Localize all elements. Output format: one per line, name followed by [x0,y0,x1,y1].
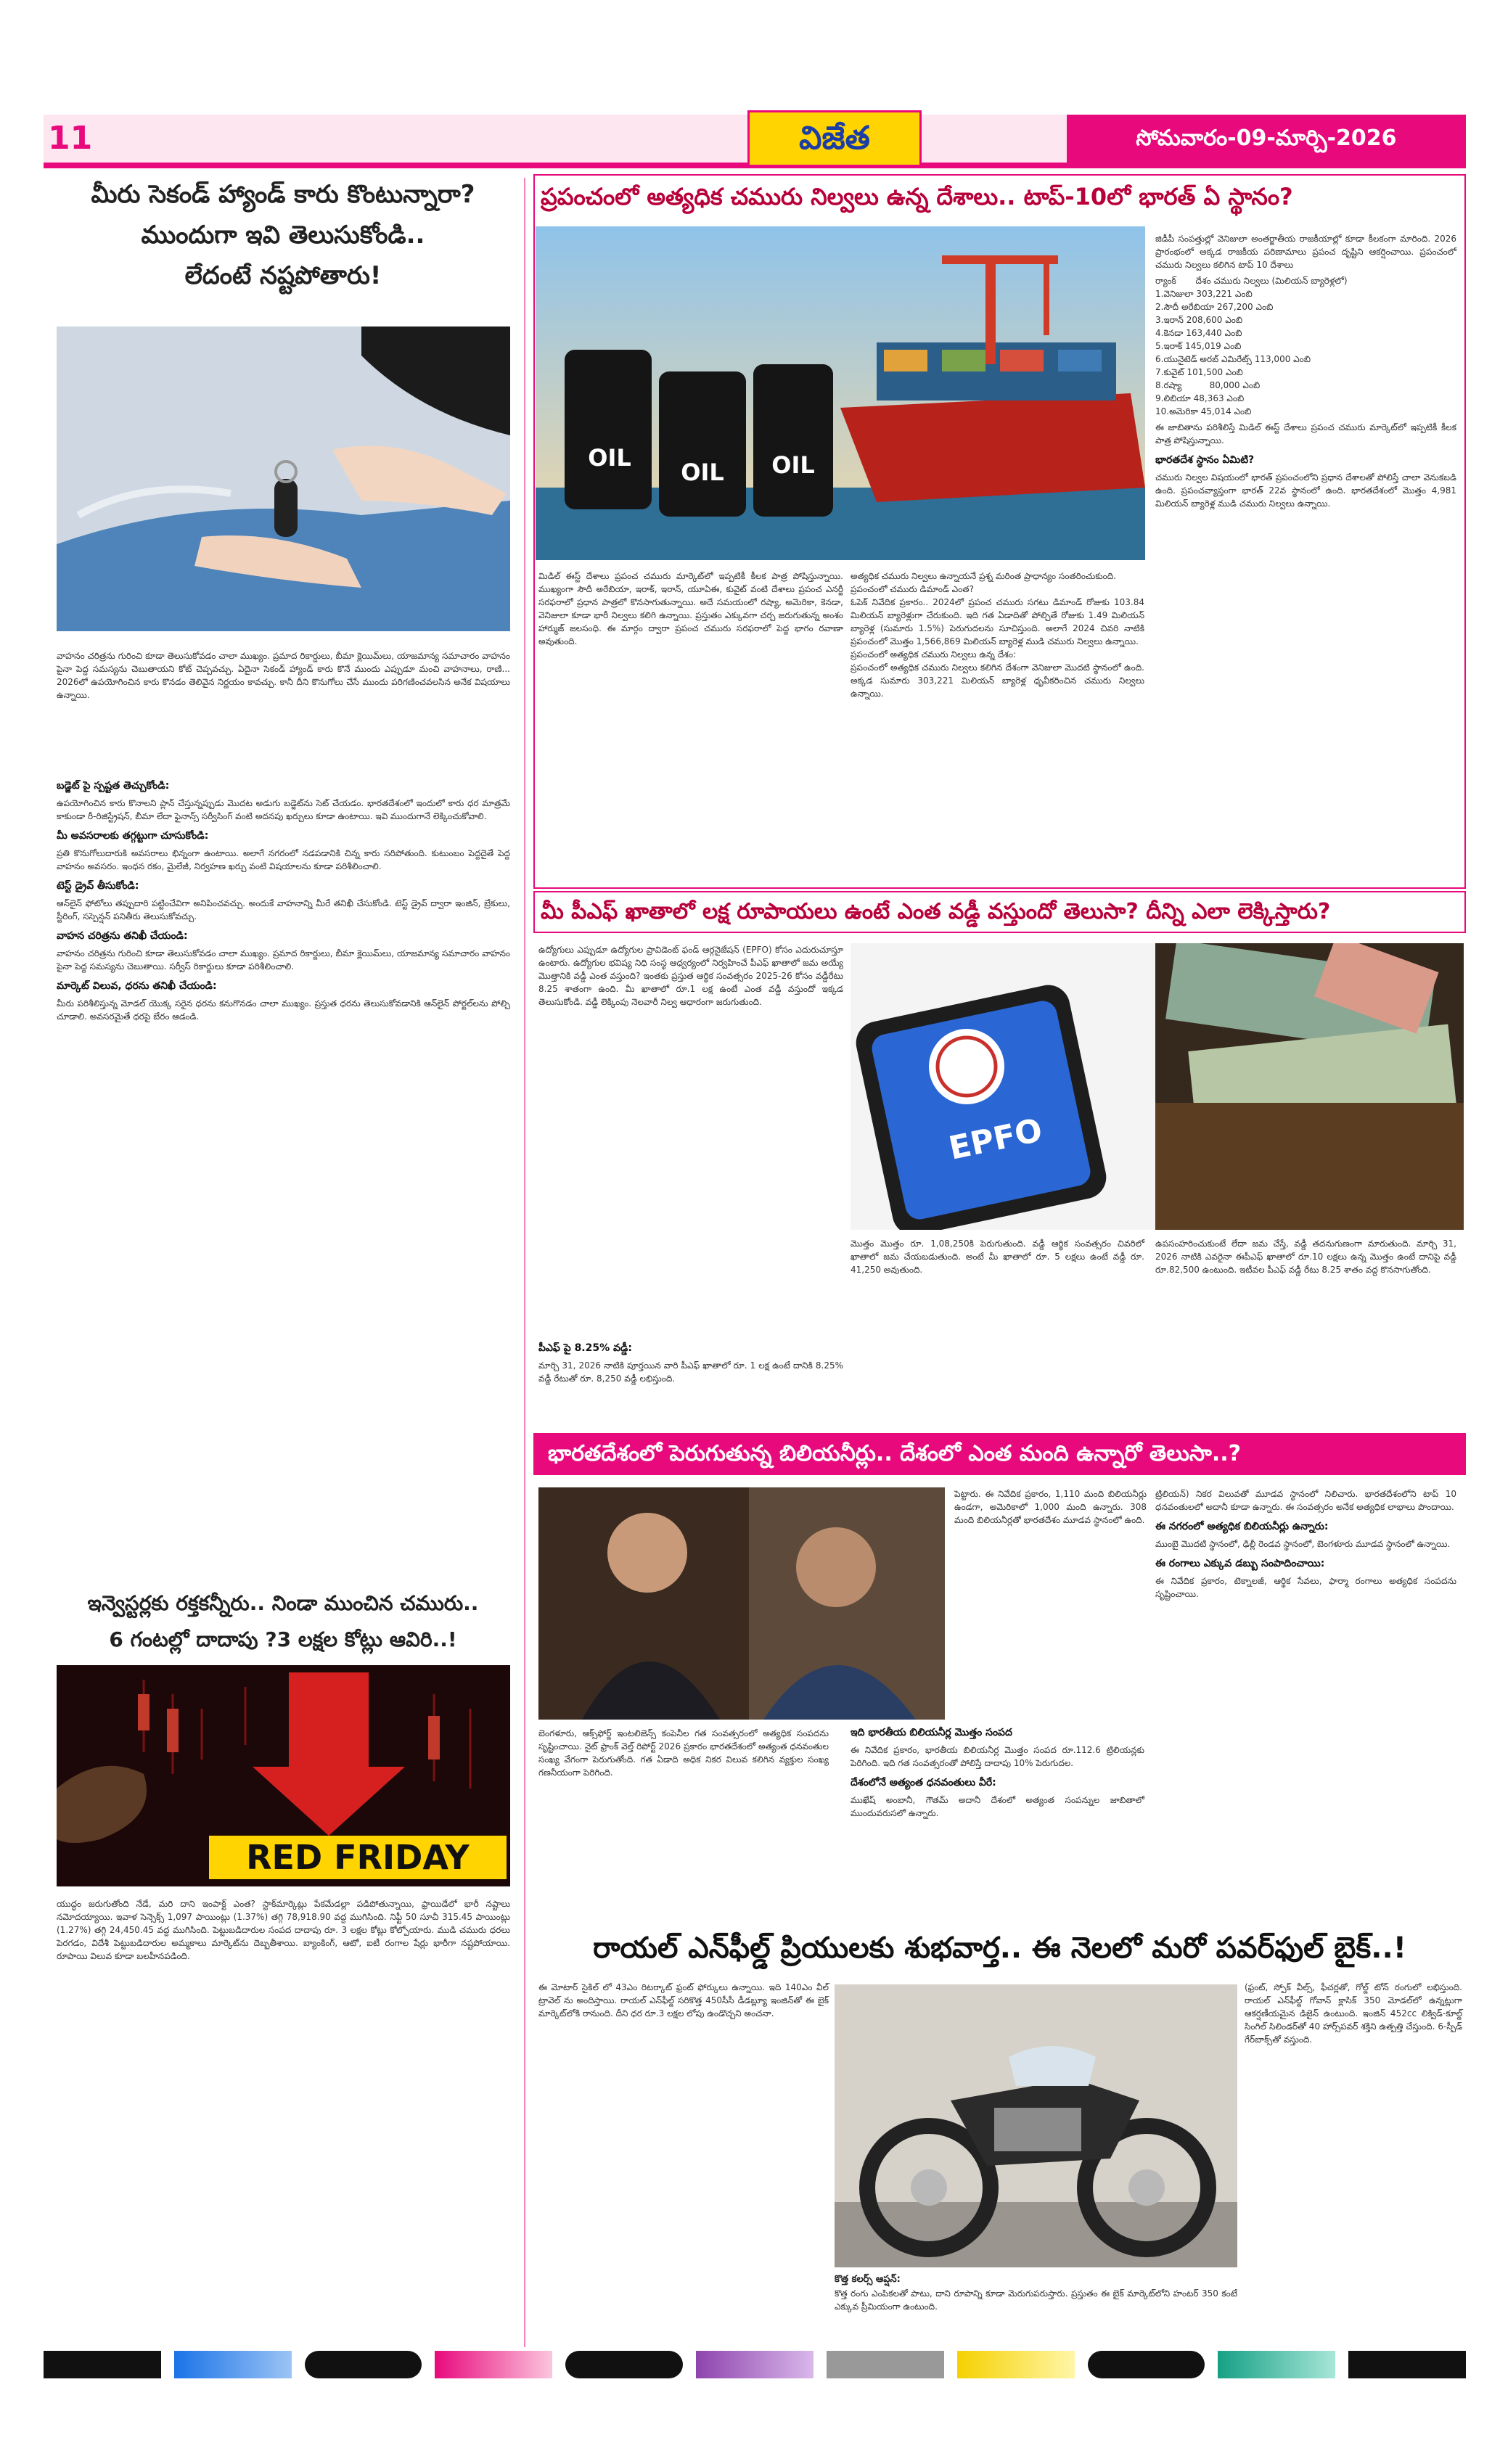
barrel-label-3: OIL [771,451,815,479]
epf-col3: ఉపసంహరించుకుంటే లేదా జమ చేస్తే, వడ్డీ తదనుగుణంగా మారుతుంది. మార్చి 31, 2026 నాటికి ఎవరైనా ఈపీఎఫ్ ఖాతాలో రూ.10 లక్షలు ఉన్న మొత్తం ఉంటే దానిపై వడ్డీ రూ.82,500 ఉంటుంది. ఇటీవల పీఎఫ్ వడ్డీ రేటు 8.25 శాతం వద్ద కొనసాగుతోంది. [1155,1239,1459,1275]
oil-row-5: 5.ఇరాక్ 145,019 ఎంబి [1155,341,1242,351]
swatch-teal [1218,2351,1335,2378]
section-text-budget: ఉపయోగించిన కారు కొనాలని ప్లాన్ చేస్తున్నప్పుడు మొదట అడుగు బడ్జెట్‌ను సెట్ చేయడం. భారతదేశంలో ఇందులో కారు ధర మాత్రమే కాకుండా రీ-రిజిస్ట్రేషన్, బీమా లేదా ఫైనాన్స్ సర్వీసింగ్ వంటి అదనపు ఖర్చులు కూడా ఉంటాయి. ఇవి ముందుగానే లెక్కించుకోవాలి. [57,798,513,821]
swatch-black [44,2351,161,2378]
swatch-black-oval-3 [1088,2351,1205,2378]
section-title-budget: బడ్జెట్ పై స్పష్టత తెచ్చుకోండి: [57,780,170,792]
barrel-label-2: OIL [681,459,724,486]
bike-caption-title: కొత్త కలర్స్ ఆప్షన్: [835,2274,901,2285]
oil-table-header: ర్యాంక్ దేశం చమురు నిల్వలు (మిలియన్ బ్యారెళ్లలో) [1155,276,1348,286]
oil-row-6: 6.యునైటెడ్ అరబ్ ఎమిరేట్స్ 113,000 ఎంబి [1155,354,1311,364]
date-box [1067,115,1466,163]
section-title-market-value: మార్కెట్ విలువ, ధరను తనిఖీ చేయండి: [57,980,217,992]
market-headline-line1: ఇన్వెస్టర్లకు రక్తకన్నీరు.. నిండా ముంచిన చమురు.. [87,1591,479,1615]
billionaire-headline: భారతదేశంలో పెరుగుతున్న బిలియనీర్లు.. దేశంలో ఎంత మంది ఉన్నారో తెలుసా..? [548,1441,1242,1466]
section-title-needs: మీ అవసరాలకు తగ్గట్టుగా చూసుకోండి: [57,830,209,842]
masthead-box [747,110,922,167]
oil-row-7: 7.కువైట్ 101,500 ఎంబి [1155,367,1243,377]
date-text: సోమవారం-09-మార్చి-2026 [1136,126,1397,151]
bike-col3: (ఫ్రంట్, స్పోక్ వీల్స్, ఫీచర్లతో, గోల్డ్ టోన్ రంగులో లభిస్తుంది. రాయల్ ఎన్‌ఫీల్డ్ గోవాన్ క్లాసిక్ 350 మోడల్‌లో ఉన్నట్లుగా ఆకర్షణీయమైన డిజైన్ ఉంటుంది. ఇంజిన్ 452cc లిక్విడ్-కూల్డ్ సింగిల్ సిలిండర్‌తో 40 హార్స్‌పవర్ శక్తిని ఉత్పత్తి చేస్తుంది. 6-స్పీడ్ గేర్‌బాక్స్‌తో వస్తుంది. [1245,1982,1465,2045]
oil-india-text: చమురు నిల్వల విషయంలో భారత్ ప్రపంచంలోని ప్రధాన దేశాలతో పోలిస్తే చాలా వెనుకబడి ఉంది. ప్రపంచవ్యాప్తంగా భారత్ 22వ స్థానంలో ఉంది. భారతదేశంలో మొత్తం 4,981 మిలియన్ బ్యారెళ్ల ముడి చమురు నిల్వలు ఉన్నాయి. [1155,472,1459,509]
billionaire-photo [538,1487,945,1720]
oil-col2: అత్యధిక చమురు నిల్వలు ఉన్నాయనే ప్రశ్న మరింత ప్రాధాన్యం సంతరించుకుంది. ప్రపంచంలో చమురు డిమాండ్ ఎంత? ఓపెక్ నివేదిక ప్రకారం.. 2024లో ప్రపంచ చమురు సగటు డిమాండ్ రోజుకు 103.84 మిలియన్ బ్యారెళ్లుగా చేరుకుంది. ఇది గత ఏడాదితో పోల్చితే రోజుకు 1.49 మిలియన్ బ్యారెళ్ల (సుమారు 1.5%) పెరుగుదలను సూచిస్తుంది. అలాగే 2024 చివరి నాటికి ప్రపంచంలో మొత్తం 1,566,869 మిలియన్ బ్యారెళ్ల ముడి చమురు నిల్వలు ఉన్నాయి. ప్రపంచంలో అత్యధిక చమురు నిల్వలు ఉన్న దేశం: ప్రపంచంలో అత్యధిక చమురు నిల్వలు కలిగిన దేశంగా వెనిజులా మొదటి స్థానంలో ఉంది. అక్కడ సుమారు 303,221 మిలియన్ బ్యారెళ్ల ధృవీకరించిన చమురు నిల్వలు ఉన్నాయి. [851,571,1144,699]
oil-col3-intro: జిడీపీ సంపత్తుల్లో వెనిజులా అంతర్జాతీయ రాజకీయాల్లో కూడా కీలకంగా మారింది. 2026 ప్రారంభంలో అక్కడ రాజకీయ పరిణామాలు ప్రపంచ దృష్టిని ఆకర్షించాయి. ప్రపంచంలో చమురు నిల్వలు కలిగిన టాప్ 10 దేశాలు [1155,234,1459,270]
billionaire-country-title: దేశంలోనే అత్యంత ధనవంతులు వీరే: [851,1777,996,1789]
swatch-black-oval [305,2351,422,2378]
section-text-history: వాహనం చరిత్రను గురించి కూడా తెలుసుకోవడం చాలా ముఖ్యం. ప్రమాద రికార్డులు, బీమా క్లెయిమ్‌లు, యాజమాన్య సమాచారం వాహనం పైనా పెద్ద సమస్యను చెబుతాయి. సర్వీస్ రికార్డులు కూడా పరిశీలించాలి. [57,948,513,972]
billionaire-total-text: ఈ నివేదిక ప్రకారం, భారతీయ బిలియనీర్ల మొత్తం సంపద రూ.112.6 ట్రిలియన్లకు పెరిగింది. ఇది గత సంవత్సరంతో పోలిస్తే దాదాపు 10% పెరుగుదల. [851,1745,1147,1768]
billionaire-col3-text: ట్రిలియన్) నికర విలువతో మూడవ స్థానంలో నిలిచారు. భారతదేశంలోని టాప్ 10 ధనవంతులలో అదానీ కూడా ఉన్నారు. ఈ సంవత్సరం అనేక అత్యధిక లాభాలు పొందాయి. [1155,1489,1459,1512]
section-title-history: వాహన చరిత్రను తనిఖీ చేయండి: [57,930,188,942]
section-text-market-value: మీరు పరిశీలిస్తున్న మోడల్ యొక్క సరైన ధరను కనుగొనడం చాలా ముఖ్యం. ప్రస్తుత ధరను తెలుసుకోవడానికి ఆన్‌లైన్ పోర్టల్‌లను పోల్చి చూడాలి. అవసరమైతే ధరపై బేరం ఆడండి. [57,998,513,1022]
bike-image [835,1984,1237,2267]
epf-headline-box [533,891,1466,933]
billionaire-mid [851,1727,1147,1820]
barrel-label-1: OIL [588,444,631,472]
market-headline [44,1585,522,1658]
oil-headline: ప్రపంచంలో అత్యధిక చమురు నిల్వలు ఉన్న దేశాలు.. టాప్-10లో భారత్ ఏ స్థానం? [541,183,1293,210]
swatch-pink [435,2351,552,2378]
red-friday-image [57,1665,510,1886]
footer-color-strip [44,2351,1466,2378]
oil-row-9: 9.లిబియా 48,363 ఎంబి [1155,393,1245,403]
epf-rate-block [538,1335,846,1385]
oil-row-1: 1.వెనిజులా 303,221 ఎంబి [1155,289,1253,299]
billionaire-headline-box [533,1433,1466,1475]
oil-row-3: 3.ఇరాన్ 208,600 ఎంబి [1155,315,1243,325]
oil-india-title: భారతదేశ స్థానం ఏమిటి? [1155,454,1255,466]
bike-headline: రాయల్ ఎన్‌ఫీల్డ్ ప్రియులకు శుభవార్త.. ఈ నెలలో మరో పవర్‌ఫుల్ బైక్..! [593,1931,1406,1965]
oil-ship-image [536,226,1145,560]
bike-caption-text: కొత్త రంగు ఎంపికలతో పాటు, దాని రూపాన్ని కూడా మెరుగుపరుస్తారు. ప్రస్తుతం ఈ బైక్ మార్కెట్‌లోని హంటర్ 350 కంటే ఎక్కువ ప్రీమియంగా ఉంటుంది. [835,2288,1240,2312]
car-headline [44,174,522,296]
swatch-yellow [957,2351,1075,2378]
swatch-black-end [1348,2351,1466,2378]
epf-rate-title: పీఎఫ్ పై 8.25% వడ్డీ: [538,1342,632,1354]
epf-col2: మొత్తం మొత్తం రూ. 1,08,250కి పెరుగుతుంది. వడ్డీ ఆర్థిక సంవత్సరం చివరిలో ఖాతాలో జమ చేయబడుతుంది. అంటే మీ ఖాతాలో రూ. 5 లక్షలు ఉంటే వడ్డీ రూ. 41,250 అవుతుంది. [851,1239,1147,1275]
oil-row-10: 10.అమెరికా 45,014 ఎంబి [1155,406,1252,416]
section-text-needs: ప్రతి కొనుగోలుదారుకి అవసరాలు భిన్నంగా ఉంటాయి. అలాగే నగరంలో నడపడానికి చిన్న కారు సరిపోతుంది. కుటుంబం పెద్దదైతే పెద్ద వాహనం అవసరం. ఇంధన రకం, మైలేజీ, నిర్వహణ ఖర్చు వంటి విషయాలను కూడా పరిశీలించాలి. [57,848,513,871]
section-title-test-drive: టెస్ట్ డ్రైవ్ తీసుకోండి: [57,880,139,892]
oil-row-4: 4.కెనడా 163,440 ఎంబి [1155,328,1242,338]
red-friday-label: RED FRIDAY [246,1838,470,1877]
epfo-logo-text: EPFO [946,1112,1046,1167]
billionaire-cities-title: ఈ నగరంలో అత్యధిక బిలియనీర్లు ఉన్నారు: [1155,1521,1329,1532]
page-number: 11 [48,120,93,157]
billionaire-col3 [1155,1487,1459,1601]
car-headline-line1: మీరు సెకండ్ హ్యాండ్ కారు కొంటున్నారా? [91,180,475,209]
car-headline-line2: ముందుగా ఇవి తెలుసుకోండి.. [141,221,425,250]
epf-rate-text: మార్చి 31, 2026 నాటికి పూర్తయిన వారి పీఎఫ్ ఖాతాలో రూ. 1 లక్ష ఉంటే దానికి 8.25% వడ్డీ రేటుతో రూ. 8,250 వడ్డీ లభిస్తుంది. [538,1360,846,1384]
market-headline-line2: 6 గంటల్లో దాదాపు ?3 లక్షల కోట్లు ఆవిరి..! [109,1627,457,1651]
oil-row-8: 8.రష్యా 80,000 ఎంబి [1155,380,1261,390]
car-intro-text: వాహనం చరిత్రను గురించి కూడా తెలుసుకోవడం చాలా ముఖ్యం. ప్రమాద రికార్డులు, బీమా క్లెయిమ్‌లు, యాజమాన్య సమాచారం వాహనం పైనా పెద్ద సమస్యను చెబుతాయని కోట్ చెప్పవచ్చు. ఏదైనా సెకండ్ హ్యాండ్ కారు కొనే ముందు ఎప్పుడూ మంచి వాహనాలు, రాణి... 2026లో ఉపయోగించిన కారు కొనడం తెలివైన నిర్ణయం కావచ్చు. కానీ దీని కొనుగోలు చేసే ముందు పరిగణించవలసిన అనేక విషయాలు ఉన్నాయి. [57,651,513,700]
masthead-logo: విజేత [799,120,870,157]
bike-caption [835,2271,1240,2313]
swatch-black-oval-2 [565,2351,683,2378]
billionaire-growth-title: ఈ రంగాలు ఎక్కువ డబ్బు సంపాదించాయి: [1155,1558,1325,1569]
oil-col1: మిడిల్ ఈస్ట్ దేశాలు ప్రపంచ చమురు మార్కెట్‌లో ఇప్పటికీ కీలక పాత్ర పోషిస్తున్నాయి. ముఖ్యంగా సౌదీ అరేబియా, ఇరాక్, ఇరాన్, యూఏఈ, కువైట్ వంటి దేశాలు ప్రపంచ ఎనర్జీ సరఫరాలో ప్రధాన పాత్రలో కొనసాగుతున్నాయి. అదే సమయంలో రష్యా, అమెరికా, కెనడా, వెనిజులా కూడా భారీ నిల్వలు కలిగి ఉన్నాయి. ప్రస్తుతం ఎక్కువగా చర్చ జరుగుతున్న అంశం హార్ముజ్ జలసంధి. ఈ మార్గం ద్వారా ప్రపంచ చమురు సరఫరాలో పెద్ద భాగం రవాణా అవుతుంది. [538,571,846,646]
billionaire-country-text: ముఖేష్ అంబానీ, గౌతమ్ అదానీ దేశంలో అత్యంత సంపన్నుల జాబితాలో ముందువరుసలో ఉన్నారు. [851,1795,1147,1818]
billionaire-cities-text: ముంబై మొదటి స్థానంలో, ఢిల్లీ రెండవ స్థానంలో, బెంగళూరు మూడవ స్థానంలో ఉన్నాయి. [1155,1539,1451,1549]
billionaire-growth-text: ఈ నివేదిక ప్రకారం, టెక్నాలజీ, ఆర్థిక సేవలు, ఫార్మా రంగాలు అత్యధిక సంపదను సృష్టించాయి. [1155,1576,1459,1599]
billionaire-total-title: ఇది భారతీయ బిలియనీర్ల మొత్తం సంపద [851,1727,1012,1738]
market-text: యుద్ధం జరుగుతోంది నేడే, మరి దాని ఇంపాక్ట్ ఎంత? స్టాక్‌మార్కెట్లు పేకమేడల్లా పడిపోతున్నాయి, ఫ్రాయిడేలో భారీ నష్టాలు నమోదయ్యాయి. ఇవాళ సెన్సెక్స్ 1,097 పాయింట్లు (1.37%) తగ్గి 78,918.90 వద్ద ముగిసింది. నిఫ్టీ 50 సూచీ 315.45 పాయింట్లు (1.27%) తగ్గి 24,450.45 వద్ద ముగిసింది. పెట్టుబడిదారుల సంపద దాదాపు రూ. 3 లక్షల కోట్లు కోల్పోయారు. ముడి చమురు ధరలు పెరగడం, విదేశీ పెట్టుబడిదారుల అమ్మకాలు మార్కెట్‌ను దెబ్బతీశాయి. బ్యాంకింగ్, ఆటో, ఐటీ రంగాల షేర్లు భారీగా నష్టపోయాయి. రూపాయి విలువ కూడా బలహీనపడింది. [57,1899,513,1961]
billionaire-col2: పెట్టారు. ఈ నివేదిక ప్రకారం, 1,110 మంది బిలియనీర్లు ఉండగా, అమెరికాలో 1,000 మంది ఉన్నారు. 308 మంది బిలియనీర్లతో భారతదేశం మూడవ స్థానంలో ఉంది. [954,1489,1149,1525]
billionaire-col1: బెంగళూరు, ఆక్స్‌ఫోర్డ్ ఇంటలిజెన్స్ కంపెనీల గత సంవత్సరంలో అత్యధిక సంపదను సృష్టించాయి. నైట్ ఫ్రాంక్ వెల్త్ రిపోర్ట్ 2026 ప్రకారం భారతదేశంలో అత్యంత ధనవంతుల సంఖ్య వేగంగా పెరుగుతోంది. గత ఏడాది అధిక నికర విలువ కలిగిన వ్యక్తుల సంఖ్య గణనీయంగా పెరిగింది. [538,1728,832,1778]
bike-col1: ఈ మోటార్ సైకిల్ లో 43ఎం రిటర్కాట్ ఫ్రంట్ ఫోర్కులు ఉన్నాయి. ఇది 140ఎం వీల్ ట్రావెల్ ను అందిస్తాయి. రాయల్ ఎన్‌ఫీల్డ్ సరికొత్త 450సీసీ డీడబ్ల్యూ ఇంజిన్‌తో ఈ బైక్ మార్కెట్‌లోకి రానుంది. దీని ధర రూ.3 లక్షల లోపు ఉండొచ్చని అంచనా. [538,1982,832,2019]
car-sections [57,773,513,1023]
swatch-blue [174,2351,292,2378]
section-text-test-drive: ఆన్‌లైన్ ఫోటోలు తప్పుదారి పట్టించేవిగా అనిపించవచ్చు. అందుకే వాహనాన్ని మీరే తనిఖీ చేసుకోండి. టెస్ట్ డ్రైవ్ ద్వారా ఇంజిన్, బ్రేకులు, స్టీరింగ్, సస్పెన్షన్ పనితీరు తెలుసుకోవచ్చు. [57,898,513,921]
oil-row-2: 2.సౌదీ అరేబియా 267,200 ఎంబి [1155,302,1274,312]
oil-col3 [1155,232,1459,510]
swatch-grey [827,2351,944,2378]
column-divider [524,178,525,2347]
oil-col3-more: ఈ జాబితాను పరిశీలిస్తే మిడిల్ ఈస్ట్ దేశాలు ప్రపంచ చమురు మార్కెట్‌లో ఇప్పటికీ కీలక పాత్ర పోషిస్తున్నాయి. [1155,422,1459,445]
car-key-photo [57,327,510,631]
epf-col1: ఉద్యోగులు ఎప్పుడూ ఉద్యోగుల ప్రావిడెంట్ ఫండ్ ఆర్గనైజేషన్ (EPFO) కోసం ఎదురుచూస్తూ ఉంటారు. ఉద్యోగుల భవిష్య నిధి సంస్థ ఆధ్వర్యంలో నిర్వహించే పీఎఫ్ ఖాతాలో జమ అయ్యే మొత్తానికి వడ్డీ ఎంత వస్తుంది? ఇంతకు ప్రస్తుత ఆర్థిక సంవత్సరం 2025-26 కోసం వడ్డీరేటు 8.25 శాతంగా ఉంది. మీ ఖాతాలో రూ.1 లక్ష ఉంటే ఎంత వడ్డీ వస్తుందో ఇక్కడ తెలుసుకోండి. వడ్డీ లెక్కింపు నెలవారీ నిల్వ ఆధారంగా జరుగుతుంది. [538,945,846,1007]
epf-headline: మీ పీఎఫ్ ఖాతాలో లక్ష రూపాయలు ఉంటే ఎంత వడ్డీ వస్తుందో తెలుసా? దీన్ని ఎలా లెక్కిస్తారు? [541,899,1331,924]
epfo-image [851,943,1464,1230]
car-headline-line3: లేదంటే నష్టపోతారు! [184,261,382,290]
swatch-purple [696,2351,813,2378]
